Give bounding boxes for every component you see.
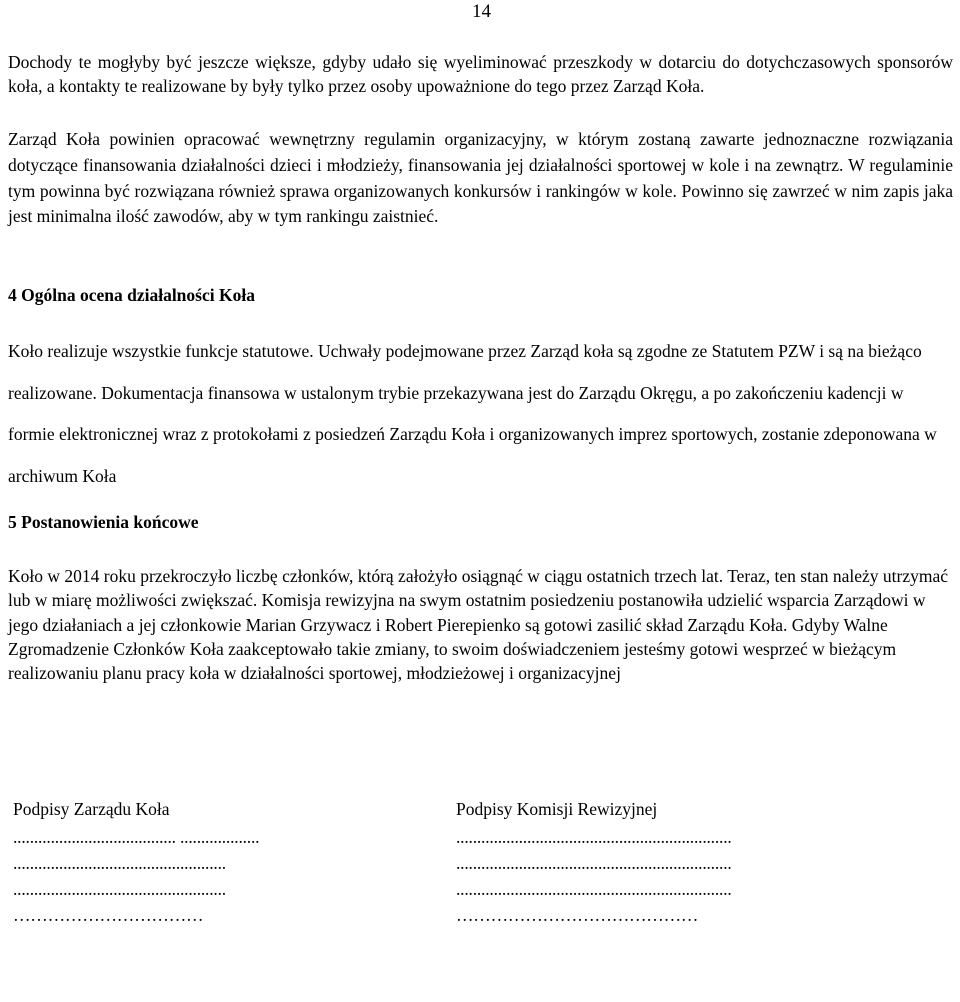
signature-title-board: Podpisy Zarządu Koła xyxy=(13,799,170,819)
section-heading-5: 5 Postanowienia końcowe xyxy=(8,512,199,532)
paragraph-general-assessment: Koło realizuje wszystkie funkcje statutowe. Uchwały podejmowane przez Zarząd koła są zgodne ze Statutem PZW i są na bieżąco realizowane. Dokumentacja finansowa w ustalonym trybie przekazywana jest do Zarządu Okręgu, a po zakończeniu kadencji w formie elektronicznej wraz z protokołami z posiedzeń Zarządu Koła i organizowanych imprez sportowych, zostanie zdeponowana w archiwum Koła xyxy=(8,341,937,486)
paragraph-sponsors: Dochody te mogłyby być jeszcze większe, gdyby udało się wyeliminować przeszkody w dotarciu do dotychczasowych sponsorów koła, a kontakty te realizowane by były tylko przez osoby upoważnione do tego przez Zarząd Koła. xyxy=(8,52,953,96)
paragraph-final-provisions: Koło w 2014 roku przekroczyło liczbę członków, którą założyło osiągnąć w ciągu ostatnich trzech lat. Teraz, ten stan należy utrzymać lub w miarę możliwości zwiększać. Komisja rewizyjna na swym ostatnim posiedzeniu postanowiła udzielić wsparcia Zarządowi w jego działaniach a jej członkowie Marian Grzywacz i Robert Pierepienko są gotowi zasilić skład Zarządu Koła. Gdyby Walne Zgromadzenie Członków Koła zaakceptowało takie zmiany, to swoim doświadczeniem jesteśmy gotowi wesprzeć w bieżącym realizowaniu planu pracy koła w działalności sportowej, młodzieżowej i organizacyjnej xyxy=(8,566,949,684)
signature-line: .................................................................. xyxy=(456,879,732,899)
signature-line: ................................................... xyxy=(13,879,226,899)
page-number: 14 xyxy=(472,1,491,22)
signature-line: .................................................................. xyxy=(456,827,732,847)
signature-line: …………………………………… xyxy=(456,905,699,925)
signature-block-board xyxy=(13,797,259,929)
section-heading-4: 4 Ogólna ocena działalności Koła xyxy=(8,285,255,305)
signature-line: .................................................................. xyxy=(456,853,732,873)
signature-block-audit-committee xyxy=(456,797,732,929)
signature-title-audit-committee: Podpisy Komisji Rewizyjnej xyxy=(456,799,658,819)
signature-line: ................................................... xyxy=(13,853,226,873)
signature-line: …………………………… xyxy=(13,905,204,925)
signature-line: ....................................... ................... xyxy=(13,827,260,847)
paragraph-regulations: Zarząd Koła powinien opracować wewnętrzny regulamin organizacyjny, w którym zostaną zawarte jednoznaczne rozwiązania dotyczące finansowania działalności dzieci i młodzieży, finansowania jej działalności sportowej w kole i na zewnątrz. W regulaminie tym powinna być rozwiązana również sprawa organizowanych konkursów i rankingów w kole. Powinno się zawrzeć w nim zapis jaka jest minimalna ilość zawodów, aby w tym rankingu zaistnieć. xyxy=(8,129,953,227)
